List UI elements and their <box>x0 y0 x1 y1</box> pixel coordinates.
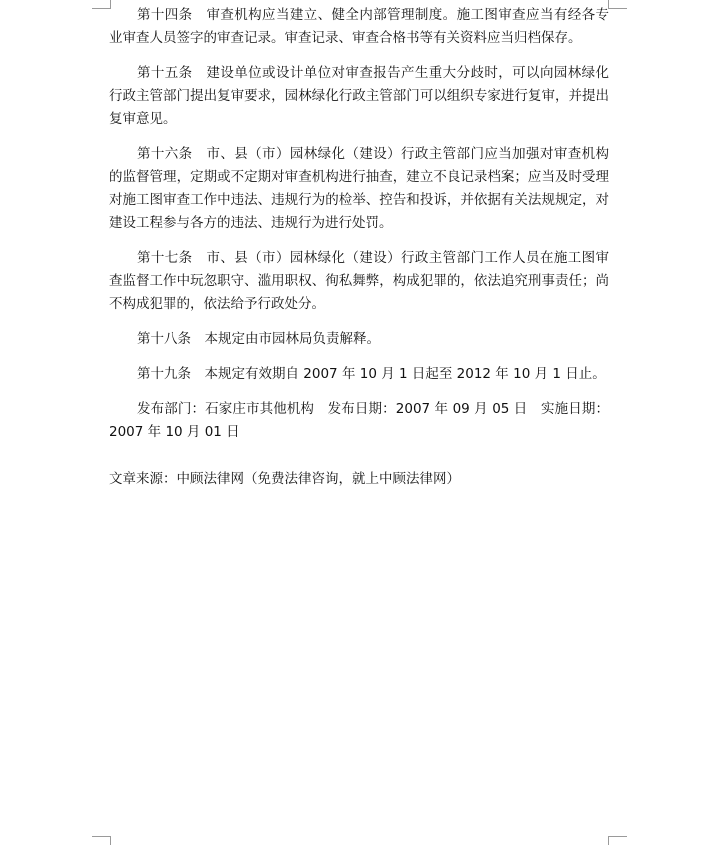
article-text: 市、县（市）园林绿化（建设）行政主管部门应当加强对审查机构的监督管理，定期或不定期对审查机构进行抽查，建立不良记录档案；应当及时受理对施工图审查工作中违法、违规行为的检举、控告和投诉，并依据有关法规规定，对建设工程参与各方的违法、违规行为进行处罚。 <box>109 146 610 231</box>
article-label: 第十九条 <box>137 366 191 382</box>
document-body <box>109 4 609 503</box>
article-label: 第十八条 <box>137 331 191 347</box>
publish-info: 发布部门：石家庄市其他机构 发布日期：2007 年 09 月 05 日 实施日期：2007 年 10 月 01 日 <box>109 401 609 440</box>
article-text: 本规定由市园林局负责解释。 <box>204 331 380 347</box>
article-text: 本规定有效期自 2007 年 10 月 1 日起至 2012 年 10 月 1 日止。 <box>204 366 606 382</box>
article-15 <box>109 62 609 131</box>
article-18 <box>109 328 609 351</box>
article-label: 第十七条 <box>137 250 193 266</box>
article-17 <box>109 247 609 316</box>
article-label: 第十五条 <box>137 65 193 81</box>
article-text: 建设单位或设计单位对审查报告产生重大分歧时，可以向园林绿化行政主管部门提出复审要求，园林绿化行政主管部门可以组织专家进行复审，并提出复审意见。 <box>109 65 610 127</box>
article-19 <box>109 363 609 386</box>
article-text: 审查机构应当建立、健全内部管理制度。施工图审查应当有经各专业审查人员签字的审查记录。审查记录、审查合格书等有关资料应当归档保存。 <box>109 7 610 46</box>
page-corner-mark <box>608 0 627 9</box>
article-text: 市、县（市）园林绿化（建设）行政主管部门工作人员在施工图审查监督工作中玩忽职守、滥用职权、徇私舞弊，构成犯罪的，依法追究刑事责任；尚不构成犯罪的，依法给予行政处分。 <box>109 250 610 312</box>
article-14 <box>109 4 609 50</box>
article-source: 文章来源：中顾法律网（免费法律咨询，就上中顾法律网） <box>109 471 460 487</box>
article-label: 第十四条 <box>137 7 193 23</box>
article-label: 第十六条 <box>137 146 193 162</box>
article-16 <box>109 143 609 235</box>
